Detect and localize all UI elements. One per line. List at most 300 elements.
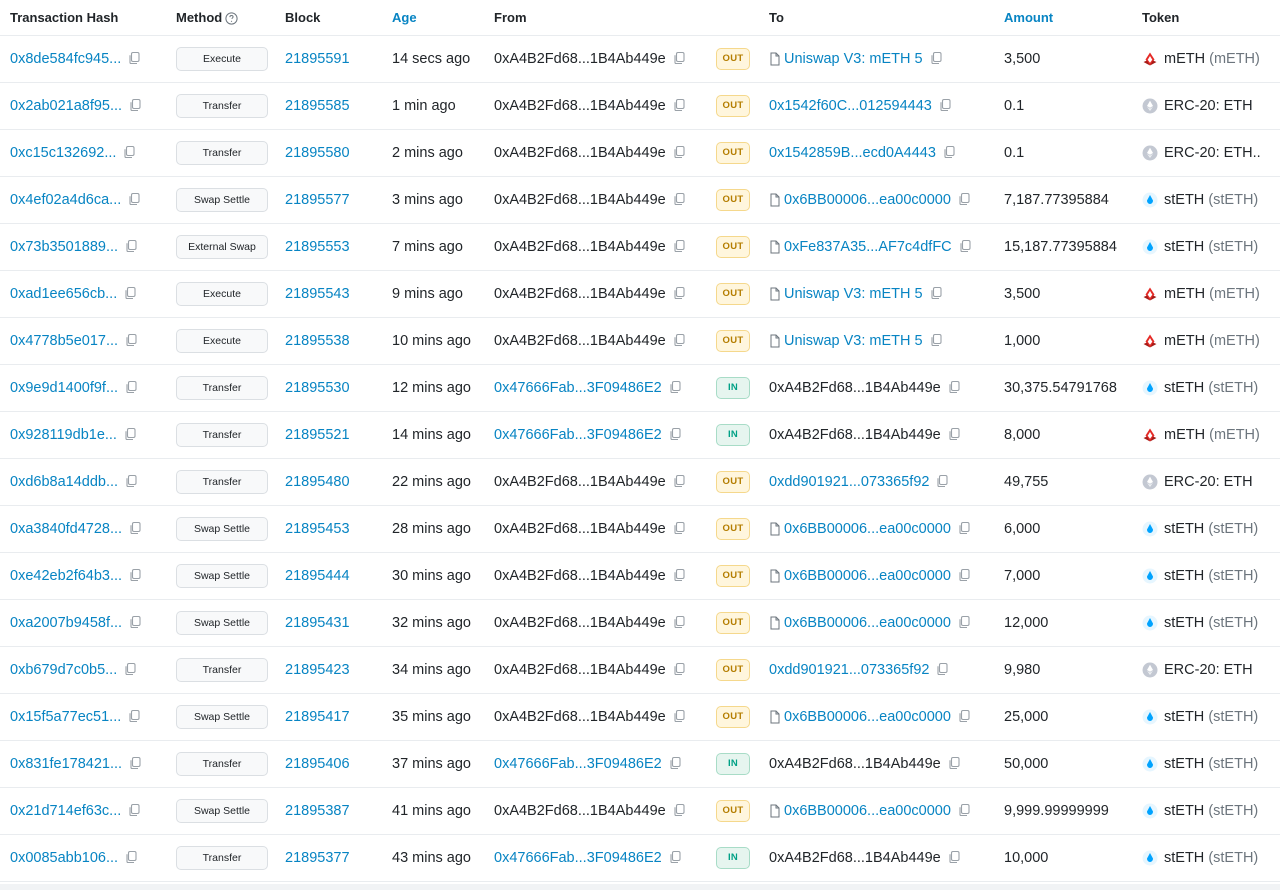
transaction-hash-link[interactable]: 0x831fe178421... (10, 755, 123, 772)
copy-icon[interactable] (957, 803, 973, 819)
token-symbol: (stETH) (1208, 379, 1259, 396)
transaction-hash-link[interactable]: 0xb679d7c0b5... (10, 661, 118, 678)
block-link[interactable]: 21895417 (285, 709, 350, 725)
copy-icon[interactable] (672, 51, 688, 67)
token-cell (1142, 318, 1280, 365)
to-cell (769, 224, 1004, 271)
steth-icon (1142, 380, 1158, 396)
age-cell (392, 741, 494, 788)
method-badge[interactable]: Swap Settle (176, 611, 268, 635)
method-cell (176, 835, 285, 882)
direction-badge: OUT (716, 800, 750, 822)
copy-icon[interactable] (935, 474, 951, 490)
eth-icon (1142, 98, 1158, 114)
from-address[interactable]: 0x47666Fab...3F09486E2 (494, 426, 662, 443)
to-address[interactable]: 0x1542859B...ecd0A4443 (769, 144, 936, 161)
copy-icon[interactable] (929, 286, 945, 302)
method-badge[interactable]: Transfer (176, 94, 268, 118)
block-link[interactable]: 21895406 (285, 756, 350, 772)
transaction-hash-link[interactable]: 0xa3840fd4728... (10, 520, 123, 537)
from-address[interactable]: 0x47666Fab...3F09486E2 (494, 849, 662, 866)
contract-icon (769, 616, 781, 630)
eth-icon (1142, 474, 1158, 490)
copy-icon[interactable] (672, 474, 688, 490)
table-row (0, 224, 1280, 271)
steth-icon (1142, 850, 1158, 866)
from-address: 0xA4B2Fd68...1B4Ab449e (494, 144, 666, 161)
transaction-hash-link[interactable]: 0x9e9d1400f9f... (10, 379, 119, 396)
token-cell (1142, 271, 1280, 318)
transaction-hash-cell (0, 647, 176, 694)
horizontal-scrollbar[interactable] (0, 884, 1280, 890)
copy-icon[interactable] (124, 239, 140, 255)
transaction-hash-link[interactable]: 0xc15c132692... (10, 144, 117, 161)
from-address: 0xA4B2Fd68...1B4Ab449e (494, 238, 666, 255)
token-symbol: (stETH) (1208, 520, 1259, 537)
direction-cell (716, 553, 769, 600)
copy-icon[interactable] (929, 333, 945, 349)
header-direction (716, 0, 769, 36)
block-link[interactable]: 21895580 (285, 145, 350, 161)
method-cell (176, 177, 285, 224)
copy-icon[interactable] (672, 568, 688, 584)
direction-cell (716, 506, 769, 553)
token-cell (1142, 553, 1280, 600)
header-from (494, 0, 716, 36)
direction-badge: OUT (716, 283, 750, 305)
from-address: 0xA4B2Fd68...1B4Ab449e (494, 332, 666, 349)
copy-icon[interactable] (123, 286, 139, 302)
to-cell (769, 271, 1004, 318)
table-row (0, 600, 1280, 647)
to-address: 0xA4B2Fd68...1B4Ab449e (769, 379, 941, 396)
transaction-hash-cell (0, 788, 176, 835)
to-address: 0xA4B2Fd68...1B4Ab449e (769, 755, 941, 772)
copy-icon[interactable] (127, 803, 143, 819)
direction-badge: OUT (716, 518, 750, 540)
method-badge[interactable]: Execute (176, 329, 268, 353)
header-to (769, 0, 1004, 36)
block-cell (285, 271, 392, 318)
amount-cell (1004, 412, 1142, 459)
copy-icon[interactable] (942, 145, 958, 161)
age-cell (392, 318, 494, 365)
amount-cell (1004, 271, 1142, 318)
block-link[interactable]: 21895444 (285, 568, 350, 584)
copy-icon[interactable] (672, 333, 688, 349)
method-badge[interactable]: Transfer (176, 141, 268, 165)
token-name-link[interactable]: stETH (1164, 379, 1205, 396)
copy-icon[interactable] (947, 850, 963, 866)
meth-icon (1142, 427, 1158, 443)
from-address: 0xA4B2Fd68...1B4Ab449e (494, 708, 666, 725)
copy-icon[interactable] (947, 756, 963, 772)
transaction-hash-cell (0, 271, 176, 318)
direction-cell (716, 318, 769, 365)
copy-icon[interactable] (672, 286, 688, 302)
transaction-hash-cell (0, 553, 176, 600)
to-address[interactable]: 0x6BB00006...ea00c0000 (784, 520, 951, 537)
meth-icon (1142, 333, 1158, 349)
transaction-hash-link[interactable]: 0x0085abb106... (10, 849, 119, 866)
table-row (0, 835, 1280, 882)
to-address[interactable]: 0xdd901921...073365f92 (769, 661, 930, 678)
block-link[interactable]: 21895543 (285, 286, 350, 302)
copy-icon[interactable] (957, 192, 973, 208)
header-transaction-hash (0, 0, 176, 36)
from-cell (494, 130, 716, 177)
meth-icon (1142, 286, 1158, 302)
transaction-hash-link[interactable]: 0x8de584fc945... (10, 50, 122, 67)
copy-icon[interactable] (123, 427, 139, 443)
age-text: 9 mins ago (392, 286, 463, 302)
copy-icon[interactable] (127, 51, 143, 67)
copy-icon[interactable] (672, 615, 688, 631)
from-cell (494, 412, 716, 459)
contract-icon (769, 710, 781, 724)
eth-icon (1142, 662, 1158, 678)
copy-icon[interactable] (929, 51, 945, 67)
age-cell (392, 365, 494, 412)
to-address[interactable]: Uniswap V3: mETH 5 (784, 332, 923, 349)
token-name-link[interactable]: stETH (1164, 567, 1205, 584)
table-row (0, 459, 1280, 506)
method-badge[interactable]: Swap Settle (176, 188, 268, 212)
method-badge[interactable]: Transfer (176, 376, 268, 400)
amount-value: 7,187.77395884 (1004, 192, 1109, 208)
copy-icon[interactable] (957, 521, 973, 537)
header-block-label: Block (285, 10, 321, 25)
block-link[interactable]: 21895480 (285, 474, 350, 490)
block-cell (285, 412, 392, 459)
table-row (0, 412, 1280, 459)
from-address: 0xA4B2Fd68...1B4Ab449e (494, 191, 666, 208)
copy-icon[interactable] (938, 98, 954, 114)
amount-cell (1004, 506, 1142, 553)
transaction-hash-link[interactable]: 0x4778b5e017... (10, 332, 119, 349)
token-cell (1142, 694, 1280, 741)
block-link[interactable]: 21895577 (285, 192, 350, 208)
direction-badge: OUT (716, 471, 750, 493)
amount-cell (1004, 130, 1142, 177)
contract-icon (769, 193, 781, 207)
block-cell (285, 741, 392, 788)
direction-cell (716, 224, 769, 271)
token-name-link[interactable]: ERC-20: ETH (1164, 473, 1253, 490)
copy-icon[interactable] (128, 521, 144, 537)
token-symbol: (stETH) (1208, 238, 1259, 255)
copy-icon[interactable] (128, 568, 144, 584)
block-link[interactable]: 21895585 (285, 98, 350, 114)
block-cell (285, 130, 392, 177)
token-symbol: (mETH) (1209, 426, 1260, 443)
transaction-hash-link[interactable]: 0x928119db1e... (10, 426, 117, 443)
transaction-hash-cell (0, 224, 176, 271)
token-cell (1142, 365, 1280, 412)
method-cell (176, 318, 285, 365)
to-address[interactable]: 0x6BB00006...ea00c0000 (784, 614, 951, 631)
copy-icon[interactable] (128, 756, 144, 772)
copy-icon[interactable] (957, 709, 973, 725)
to-address[interactable]: 0x6BB00006...ea00c0000 (784, 802, 951, 819)
block-cell (285, 835, 392, 882)
copy-icon[interactable] (128, 615, 144, 631)
table-header-row (0, 0, 1280, 36)
token-cell (1142, 647, 1280, 694)
direction-cell (716, 788, 769, 835)
method-cell (176, 694, 285, 741)
transaction-hash-link[interactable]: 0x15f5a77ec51... (10, 708, 122, 725)
method-cell (176, 647, 285, 694)
to-address[interactable]: 0xFe837A35...AF7c4dfFC (784, 238, 952, 255)
token-name-link[interactable]: stETH (1164, 802, 1205, 819)
copy-icon[interactable] (668, 427, 684, 443)
header-token (1142, 0, 1280, 36)
block-link[interactable]: 21895538 (285, 333, 350, 349)
token-cell (1142, 600, 1280, 647)
copy-icon[interactable] (127, 709, 143, 725)
transaction-hash-cell (0, 365, 176, 412)
amount-value: 7,000 (1004, 568, 1041, 584)
transaction-hash-link[interactable]: 0xe42eb2f64b3... (10, 567, 123, 584)
amount-cell (1004, 694, 1142, 741)
copy-icon[interactable] (672, 709, 688, 725)
block-link[interactable]: 21895377 (285, 850, 350, 866)
amount-value: 12,000 (1004, 615, 1049, 631)
token-name-link[interactable]: stETH (1164, 708, 1205, 725)
from-cell (494, 318, 716, 365)
copy-icon[interactable] (124, 850, 140, 866)
block-link[interactable]: 21895553 (285, 239, 350, 255)
copy-icon[interactable] (672, 145, 688, 161)
to-cell (769, 36, 1004, 83)
age-text: 1 min ago (392, 98, 456, 114)
method-badge[interactable]: Swap Settle (176, 705, 268, 729)
token-name-link[interactable]: mETH (1164, 50, 1206, 67)
transaction-hash-link[interactable]: 0xa2007b9458f... (10, 614, 123, 631)
meth-icon (1142, 51, 1158, 67)
transaction-hash-link[interactable]: 0x4ef02a4d6ca... (10, 191, 122, 208)
block-cell (285, 365, 392, 412)
method-badge[interactable]: Transfer (176, 846, 268, 870)
token-name-link[interactable]: stETH (1164, 520, 1205, 537)
copy-icon[interactable] (672, 803, 688, 819)
table-row (0, 741, 1280, 788)
direction-badge: OUT (716, 706, 750, 728)
method-badge[interactable]: Transfer (176, 658, 268, 682)
table-row (0, 177, 1280, 224)
block-cell (285, 177, 392, 224)
copy-icon[interactable] (672, 521, 688, 537)
token-name-link[interactable]: ERC-20: ETH.. (1164, 144, 1261, 161)
block-link[interactable]: 21895530 (285, 380, 350, 396)
copy-icon[interactable] (668, 850, 684, 866)
method-cell (176, 741, 285, 788)
copy-icon[interactable] (124, 333, 140, 349)
method-badge[interactable]: Swap Settle (176, 517, 268, 541)
token-name-link[interactable]: stETH (1164, 614, 1205, 631)
to-cell (769, 694, 1004, 741)
copy-icon[interactable] (958, 239, 974, 255)
method-cell (176, 130, 285, 177)
to-address[interactable]: 0xdd901921...073365f92 (769, 473, 930, 490)
transaction-hash-link[interactable]: 0xd6b8a14ddb... (10, 473, 119, 490)
contract-icon (769, 287, 781, 301)
copy-icon[interactable] (957, 615, 973, 631)
to-address[interactable]: 0x6BB00006...ea00c0000 (784, 567, 951, 584)
header-block (285, 0, 392, 36)
token-cell (1142, 506, 1280, 553)
token-name-link[interactable]: ERC-20: ETH (1164, 661, 1253, 678)
copy-icon[interactable] (935, 662, 951, 678)
transaction-hash-link[interactable]: 0xad1ee656cb... (10, 285, 118, 302)
token-name-link[interactable]: mETH (1164, 285, 1206, 302)
to-address[interactable]: Uniswap V3: mETH 5 (784, 50, 923, 67)
copy-icon[interactable] (123, 662, 139, 678)
table-row (0, 318, 1280, 365)
transaction-hash-link[interactable]: 0x21d714ef63c... (10, 802, 122, 819)
copy-icon[interactable] (947, 427, 963, 443)
header-amount-label[interactable]: Amount (1004, 10, 1054, 25)
amount-cell (1004, 224, 1142, 271)
amount-cell (1004, 459, 1142, 506)
age-text: 3 mins ago (392, 192, 463, 208)
token-name-link[interactable]: mETH (1164, 332, 1206, 349)
token-name-link[interactable]: stETH (1164, 755, 1205, 772)
from-address[interactable]: 0x47666Fab...3F09486E2 (494, 379, 662, 396)
method-badge[interactable]: Swap Settle (176, 799, 268, 823)
header-age-label[interactable]: Age (392, 10, 417, 25)
to-cell (769, 459, 1004, 506)
method-badge[interactable]: Execute (176, 47, 268, 71)
method-cell (176, 600, 285, 647)
to-cell (769, 177, 1004, 224)
from-cell (494, 788, 716, 835)
method-badge[interactable]: Transfer (176, 470, 268, 494)
table-row (0, 130, 1280, 177)
token-cell (1142, 788, 1280, 835)
transaction-hash-cell (0, 741, 176, 788)
age-text: 43 mins ago (392, 850, 471, 866)
block-link[interactable]: 21895431 (285, 615, 350, 631)
to-cell (769, 835, 1004, 882)
token-name-link[interactable]: stETH (1164, 238, 1205, 255)
token-symbol: (stETH) (1208, 614, 1259, 631)
to-address[interactable]: 0x1542f60C...012594443 (769, 97, 932, 114)
transaction-hash-link[interactable]: 0x2ab021a8f95... (10, 97, 123, 114)
copy-icon[interactable] (124, 380, 140, 396)
block-link[interactable]: 21895521 (285, 427, 350, 443)
copy-icon[interactable] (947, 380, 963, 396)
copy-icon[interactable] (128, 98, 144, 114)
copy-icon[interactable] (668, 756, 684, 772)
copy-icon[interactable] (957, 568, 973, 584)
eth-icon (1142, 145, 1158, 161)
method-badge[interactable]: External Swap (176, 235, 268, 259)
header-method-label: Method (176, 9, 223, 25)
amount-value: 30,375.54791768 (1004, 380, 1117, 396)
token-symbol: (stETH) (1208, 567, 1259, 584)
block-link[interactable]: 21895591 (285, 51, 350, 67)
method-badge[interactable]: Transfer (176, 423, 268, 447)
direction-badge: OUT (716, 659, 750, 681)
token-name-link[interactable]: stETH (1164, 849, 1205, 866)
age-text: 32 mins ago (392, 615, 471, 631)
to-address[interactable]: 0x6BB00006...ea00c0000 (784, 191, 951, 208)
age-cell (392, 83, 494, 130)
age-cell (392, 788, 494, 835)
header-amount[interactable] (1004, 0, 1142, 36)
from-address[interactable]: 0x47666Fab...3F09486E2 (494, 755, 662, 772)
token-cell (1142, 177, 1280, 224)
method-cell (176, 412, 285, 459)
from-cell (494, 506, 716, 553)
to-address[interactable]: Uniswap V3: mETH 5 (784, 285, 923, 302)
copy-icon[interactable] (672, 192, 688, 208)
copy-icon[interactable] (124, 474, 140, 490)
method-cell (176, 506, 285, 553)
transaction-hash-cell (0, 83, 176, 130)
copy-icon[interactable] (122, 145, 138, 161)
token-name-link[interactable]: stETH (1164, 191, 1205, 208)
amount-cell (1004, 553, 1142, 600)
method-badge[interactable]: Swap Settle (176, 564, 268, 588)
from-cell (494, 459, 716, 506)
method-badge[interactable]: Transfer (176, 752, 268, 776)
block-cell (285, 36, 392, 83)
help-circle-icon[interactable] (225, 12, 238, 25)
copy-icon[interactable] (672, 98, 688, 114)
header-age[interactable] (392, 0, 494, 36)
direction-badge: OUT (716, 95, 750, 117)
transaction-hash-cell (0, 459, 176, 506)
block-cell (285, 506, 392, 553)
transaction-hash-link[interactable]: 0x73b3501889... (10, 238, 119, 255)
copy-icon[interactable] (672, 239, 688, 255)
age-cell (392, 694, 494, 741)
token-symbol: (mETH) (1209, 332, 1260, 349)
block-link[interactable]: 21895387 (285, 803, 350, 819)
from-address: 0xA4B2Fd68...1B4Ab449e (494, 285, 666, 302)
amount-value: 0.1 (1004, 98, 1025, 114)
copy-icon[interactable] (127, 192, 143, 208)
table-row (0, 647, 1280, 694)
token-cell (1142, 36, 1280, 83)
block-link[interactable]: 21895423 (285, 662, 350, 678)
token-cell (1142, 130, 1280, 177)
amount-cell (1004, 36, 1142, 83)
age-text: 14 mins ago (392, 427, 471, 443)
from-cell (494, 271, 716, 318)
to-cell (769, 412, 1004, 459)
age-text: 22 mins ago (392, 474, 471, 490)
to-address[interactable]: 0x6BB00006...ea00c0000 (784, 708, 951, 725)
copy-icon[interactable] (668, 380, 684, 396)
from-address: 0xA4B2Fd68...1B4Ab449e (494, 520, 666, 537)
direction-cell (716, 647, 769, 694)
amount-cell (1004, 318, 1142, 365)
age-cell (392, 36, 494, 83)
direction-badge: IN (716, 753, 750, 775)
block-link[interactable]: 21895453 (285, 521, 350, 537)
table-row (0, 788, 1280, 835)
method-badge[interactable]: Execute (176, 282, 268, 306)
copy-icon[interactable] (672, 662, 688, 678)
token-name-link[interactable]: mETH (1164, 426, 1206, 443)
from-cell (494, 224, 716, 271)
steth-icon (1142, 239, 1158, 255)
token-name-link[interactable]: ERC-20: ETH (1164, 97, 1253, 114)
